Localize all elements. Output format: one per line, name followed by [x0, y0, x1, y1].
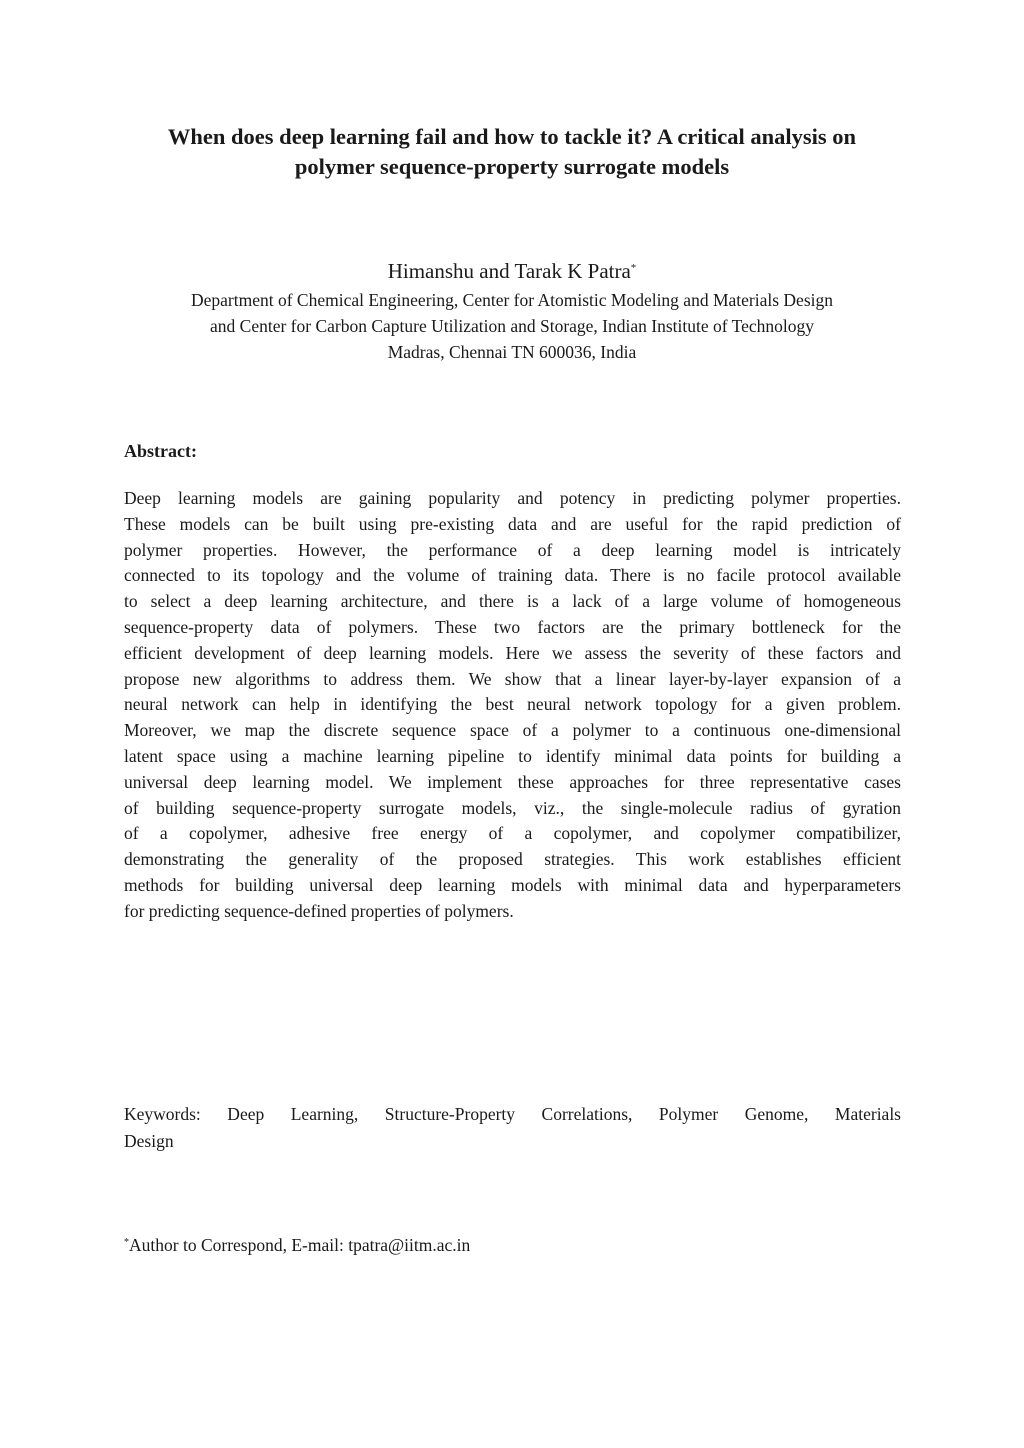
affiliation — [100, 287, 924, 365]
correspondence-footnote — [124, 1232, 470, 1258]
abstract-line: of building sequence-property surrogate models, viz., the single-molecule radius of gyration — [124, 797, 901, 818]
abstract-line: for predicting sequence-defined properties of polymers. — [124, 900, 514, 921]
abstract-line: polymer properties. However, the performance of a deep learning model is intricately — [124, 539, 901, 560]
corresponding-author-marker: * — [630, 262, 637, 274]
paper-title — [100, 122, 924, 182]
paper-title-line-2: polymer sequence-property surrogate models — [294, 154, 730, 179]
abstract-line: demonstrating the generality of the proposed strategies. This work establishes efficient — [124, 849, 901, 870]
abstract-line: latent space using a machine learning pipeline to identify minimal data points for building a — [124, 745, 901, 766]
abstract-line: Deep learning models are gaining popularity and potency in predicting polymer properties. — [124, 488, 901, 508]
footnote-text: Author to Correspond, E-mail: tpatra@iitm.ac.in — [129, 1235, 471, 1255]
affiliation-line-1: Department of Chemical Engineering, Center for Atomistic Modeling and Materials Design — [191, 290, 833, 310]
abstract-line: methods for building universal deep learning models with minimal data and hyperparameters — [124, 874, 901, 895]
affiliation-line-2: and Center for Carbon Capture Utilization and Storage, Indian Institute of Technology — [210, 316, 814, 336]
abstract-line: sequence-property data of polymers. These two factors are the primary bottleneck for the — [124, 616, 901, 637]
keywords-line-1: Keywords: Deep Learning, Structure-Property Correlations, Polymer Genome, Materials — [124, 1104, 901, 1124]
abstract-line: These models can be built using pre-existing data and are useful for the rapid prediction of — [124, 513, 901, 534]
author-names: Himanshu and Tarak K Patra — [387, 259, 631, 283]
author-list — [100, 257, 924, 285]
abstract-line: of a copolymer, adhesive free energy of a copolymer, and copolymer compatibilizer, — [124, 823, 901, 844]
abstract-line: neural network can help in identifying the best neural network topology for a given problem. — [124, 694, 901, 715]
abstract-line: Moreover, we map the discrete sequence space of a polymer to a continuous one-dimensional — [124, 720, 901, 741]
abstract-line: connected to its topology and the volume of training data. There is no facile protocol available — [124, 565, 901, 586]
abstract-line: to select a deep learning architecture, and there is a lack of a large volume of homogeneous — [124, 591, 901, 612]
abstract-heading: Abstract: — [124, 441, 197, 461]
keywords — [124, 1101, 901, 1155]
paper-title-line-1: When does deep learning fail and how to tackle it? A critical analysis on — [167, 124, 857, 149]
keywords-line-2: Design — [124, 1131, 174, 1151]
abstract-body — [124, 486, 901, 925]
abstract-line: propose new algorithms to address them. We show that a linear layer-by-layer expansion of a — [124, 668, 901, 689]
abstract-line: efficient development of deep learning models. Here we assess the severity of these factors and — [124, 642, 901, 663]
footnote-marker: * — [124, 1237, 129, 1248]
abstract-line: universal deep learning model. We implement these approaches for three representative cases — [124, 771, 901, 792]
affiliation-line-3: Madras, Chennai TN 600036, India — [387, 342, 637, 362]
